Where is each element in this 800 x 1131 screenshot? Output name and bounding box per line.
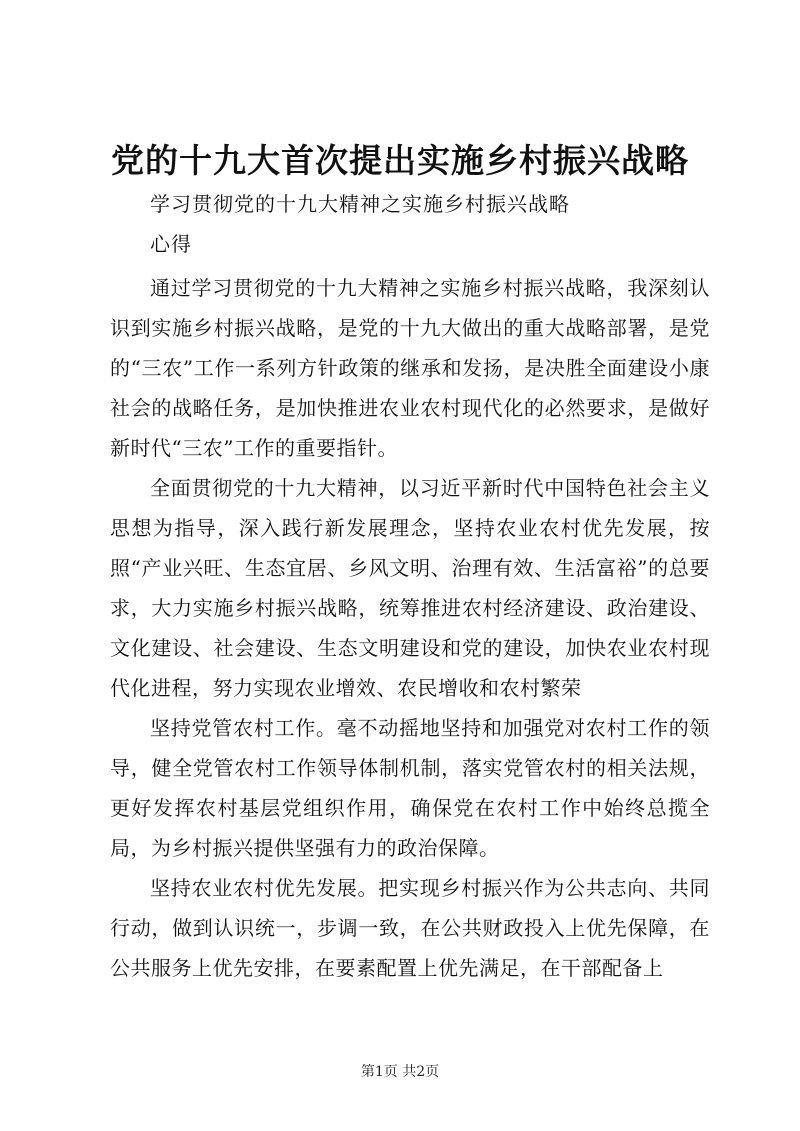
- body-text: [110, 268, 710, 988]
- page-footer: 第1页 共2页: [360, 1064, 440, 1080]
- paragraph-2: 全面贯彻党的十九大精神，以习近平新时代中国特色社会主义思想为指导，深入践行新发展理念，坚持农业农村优先发展，按照“产业兴旺、生态宜居、乡风文明、治理有效、生活富裕”的总要求，大力实施乡村振兴战略，统筹推进农村经济建设、政治建设、文化建设、社会建设、生态文明建设和党的建设，加快农业农村现代化进程，努力实现农业增效、农民增收和农村繁荣: [110, 476, 710, 700]
- paragraph-4: 坚持农业农村优先发展。把实现乡村振兴作为公共志向、共同行动，做到认识统一，步调一致，在公共财政投入上优先保障，在公共服务上优先安排，在要素配置上优先满足，在干部配备上: [110, 876, 710, 980]
- page-title: 党的十九大首次提出实施乡村振兴战略: [111, 141, 689, 180]
- paragraph-3: 坚持党管农村工作。毫不动摇地坚持和加强党对农村工作的领导，健全党管农村工作领导体制机制，落实党管农村的相关法规，更好发挥农村基层党组织作用，确保党在农村工作中始终总揽全局，为乡村振兴提供坚强有力的政治保障。: [110, 716, 710, 860]
- paragraph-1: 通过学习贯彻党的十九大精神之实施乡村振兴战略，我深刻认识到实施乡村振兴战略，是党的十九大做出的重大战略部署，是党的“三农”工作一系列方针政策的继承和发扬，是决胜全面建设小康社会的战略任务，是加快推进农业农村现代化的必然要求，是做好新时代“三农”工作的重要指针。: [110, 276, 710, 460]
- subtitle-line-2: 心得: [150, 232, 192, 256]
- subtitle-line-1: 学习贯彻党的十九大精神之实施乡村振兴战略: [150, 192, 570, 216]
